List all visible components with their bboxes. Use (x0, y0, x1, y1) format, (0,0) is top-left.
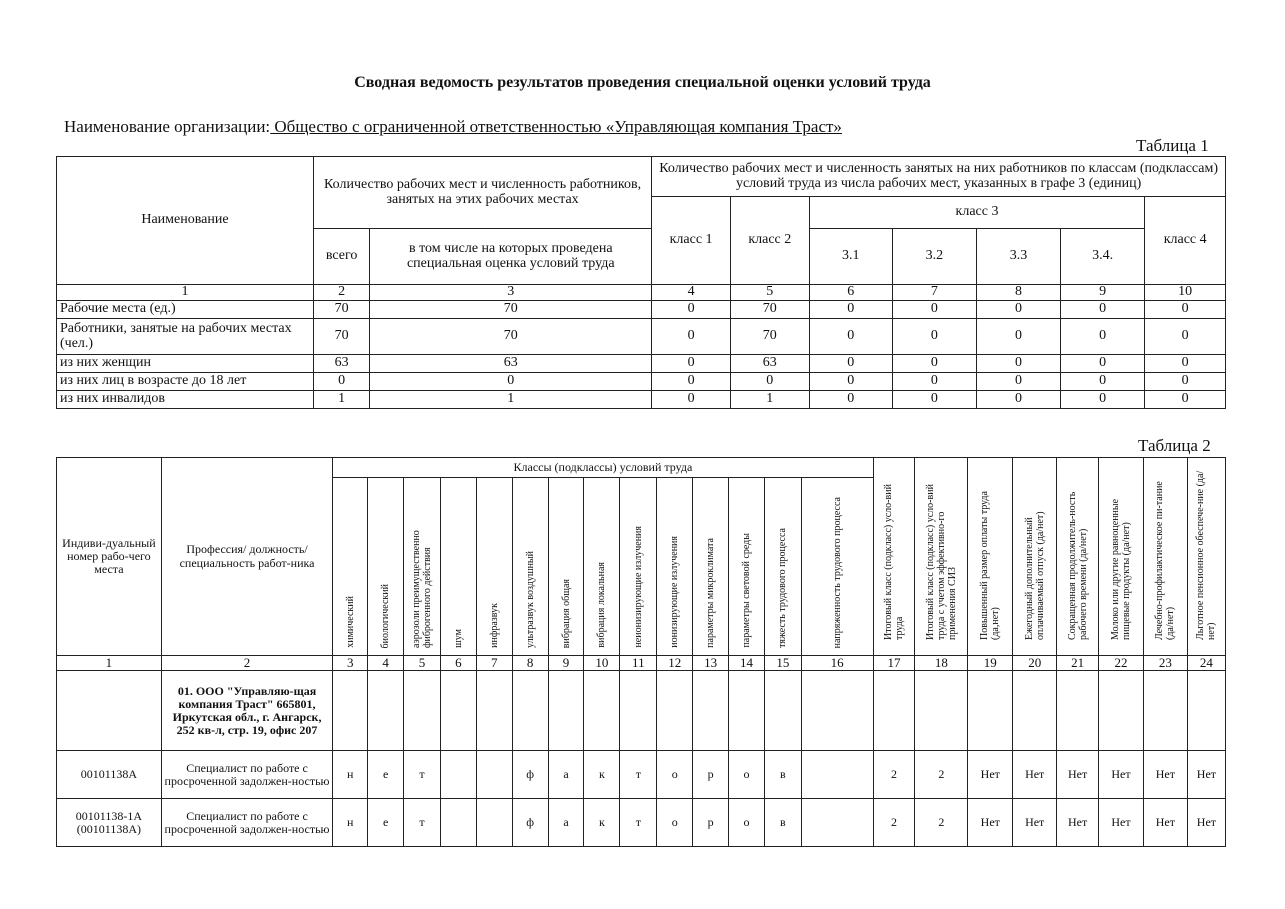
factor-cell (801, 799, 873, 847)
table-cell: 0 (652, 373, 731, 391)
factor-cell: т (620, 751, 657, 799)
table-cell: 0 (1145, 319, 1226, 355)
row-label: Работники, занятые на рабочих местах (чел.) (57, 319, 314, 355)
org-row (57, 671, 1226, 751)
factor-cell: о (729, 799, 765, 847)
t1-colnum: 3 (370, 285, 652, 301)
t2-header-extra (1057, 458, 1099, 656)
factor-cell: а (548, 799, 584, 847)
org-label: Наименование организации: (64, 117, 271, 136)
result-cell: 2 (873, 799, 915, 847)
t2-colnum: 13 (693, 656, 729, 671)
t2-header-profession: Профессия/ должность/ специальность работ-ника (161, 458, 332, 656)
table-cell: 0 (1061, 391, 1145, 409)
table-cell: 0 (809, 319, 892, 355)
table-cell (1143, 671, 1187, 751)
table-cell: 0 (652, 355, 731, 373)
t2-colnum: 2 (161, 656, 332, 671)
result-cell: 2 (915, 751, 968, 799)
table-cell: 0 (652, 391, 731, 409)
table-cell: 1 (313, 391, 369, 409)
table-cell: 0 (976, 355, 1060, 373)
t2-header-factor (584, 478, 620, 656)
t2-colnum: 9 (548, 656, 584, 671)
result-cell: Нет (1057, 799, 1099, 847)
t2-header-extra (1187, 458, 1225, 656)
t1-colnum: 5 (730, 285, 809, 301)
t1-colnum: 4 (652, 285, 731, 301)
factor-cell (476, 751, 512, 799)
table-cell: 1 (730, 391, 809, 409)
workplace-id: 00101138-1А (00101138А) (57, 799, 162, 847)
t2-header-factor-label: аэрозоли преимущественно фиброгенного действия (411, 530, 434, 648)
factor-cell (801, 751, 873, 799)
t2-header-factor (404, 478, 441, 656)
table2-label: Таблица 2 (1138, 436, 1211, 455)
t2-colnum: 17 (873, 656, 915, 671)
table-cell: 0 (809, 373, 892, 391)
t2-header-factor-label: параметры микроклимата (705, 538, 717, 648)
t1-colnum: 2 (313, 285, 369, 301)
t2-colnum: 14 (729, 656, 765, 671)
table-cell: 70 (370, 301, 652, 319)
table-cell: 0 (892, 373, 976, 391)
t1-header-31: 3.1 (809, 229, 892, 285)
t2-header-extra (1013, 458, 1057, 656)
factor-cell: т (404, 751, 441, 799)
t2-header-extra-label: Сокращенная продолжитель-ность рабочего времени (да/нет) (1066, 491, 1089, 640)
t2-header-factor (801, 478, 873, 656)
table-cell: 0 (892, 301, 976, 319)
t2-header-extra (968, 458, 1013, 656)
table-row (57, 751, 1226, 799)
table-cell: 0 (1145, 391, 1226, 409)
table-cell: 70 (730, 319, 809, 355)
table-row (57, 391, 1226, 409)
table-cell (1099, 671, 1144, 751)
org-cell: 01. ООО "Управляю-щая компания Траст" 665801, Иркутская обл., г. Ангарск, 252 кв-л, стр. 19, офис 207 (161, 671, 332, 751)
t2-header-factor-label: инфразвук (488, 603, 500, 648)
table-cell (873, 671, 915, 751)
t2-header-extra (915, 458, 968, 656)
org-value: Общество с ограниченной ответственностью «Управляющая компания Траст» (270, 117, 842, 136)
result-cell: Нет (968, 751, 1013, 799)
table-cell (801, 671, 873, 751)
factor-cell: ф (512, 799, 548, 847)
result-cell: Нет (1187, 799, 1225, 847)
t2-header-factor-label: вибрация общая (560, 578, 572, 648)
table-cell (1013, 671, 1057, 751)
table-cell (584, 671, 620, 751)
t1-header-32: 3.2 (892, 229, 976, 285)
factor-cell: р (693, 799, 729, 847)
t2-colnum: 21 (1057, 656, 1099, 671)
t1-header-total: всего (313, 229, 369, 285)
table-cell: 0 (1061, 319, 1145, 355)
workplace-table (56, 457, 1226, 847)
t2-header-id: Индиви-дуальный номер рабо-чего места (57, 458, 162, 656)
table-row (57, 355, 1226, 373)
table-cell (548, 671, 584, 751)
t2-header-factor (548, 478, 584, 656)
table-cell (1057, 671, 1099, 751)
table-cell: 0 (892, 355, 976, 373)
t2-header-factor (476, 478, 512, 656)
table-cell (764, 671, 801, 751)
table-cell (476, 671, 512, 751)
factor-cell: ф (512, 751, 548, 799)
factor-cell: к (584, 799, 620, 847)
t2-header-extra (1143, 458, 1187, 656)
table-cell: 0 (1145, 373, 1226, 391)
row-label: Рабочие места (ед.) (57, 301, 314, 319)
t2-colnum: 7 (476, 656, 512, 671)
row-label: из них инвалидов (57, 391, 314, 409)
t2-colnum: 15 (764, 656, 801, 671)
t2-header-factor-label: тяжесть трудового процесса (777, 528, 789, 648)
table-cell: 63 (730, 355, 809, 373)
organization-line (64, 117, 842, 137)
table-cell (729, 671, 765, 751)
table-cell (915, 671, 968, 751)
t2-header-factor-label: химический (344, 596, 356, 648)
table-cell: 0 (976, 391, 1060, 409)
t2-colnum: 8 (512, 656, 548, 671)
t2-header-factor (512, 478, 548, 656)
table-cell: 0 (730, 373, 809, 391)
t2-colnum: 11 (620, 656, 657, 671)
table-cell: 0 (1145, 355, 1226, 373)
result-cell: Нет (1099, 751, 1144, 799)
table-cell: 70 (370, 319, 652, 355)
table-cell: 0 (652, 301, 731, 319)
t2-header-factor (620, 478, 657, 656)
table-cell: 0 (809, 301, 892, 319)
t1-colnum: 9 (1061, 285, 1145, 301)
table-cell: 70 (730, 301, 809, 319)
t2-header-factor-label: вибрация локальная (596, 562, 608, 648)
factor-cell: е (368, 751, 404, 799)
t2-colnum: 6 (440, 656, 476, 671)
t2-colnum: 12 (657, 656, 693, 671)
table-cell: 0 (370, 373, 652, 391)
t2-header-factor-label: биологический (380, 583, 392, 648)
table-cell (404, 671, 441, 751)
table-cell: 0 (976, 373, 1060, 391)
t1-header-name: Наименование (57, 157, 314, 285)
table-cell: 0 (313, 373, 369, 391)
t1-header-class3: класс 3 (809, 197, 1145, 229)
t1-colnum: 10 (1145, 285, 1226, 301)
result-cell: Нет (1057, 751, 1099, 799)
t2-header-factor (764, 478, 801, 656)
result-cell: Нет (1013, 799, 1057, 847)
t1-header-evaluated: в том числе на которых проведена специальная оценка условий труда (370, 229, 652, 285)
row-label: из них лиц в возрасте до 18 лет (57, 373, 314, 391)
t2-header-factor-label: напряженность трудового процесса (831, 496, 843, 648)
t1-colnum: 1 (57, 285, 314, 301)
result-cell: Нет (1143, 799, 1187, 847)
table-cell (57, 671, 162, 751)
t2-colnum: 16 (801, 656, 873, 671)
factor-cell: о (657, 799, 693, 847)
table-cell (657, 671, 693, 751)
table-cell: 0 (976, 319, 1060, 355)
t2-header-extra-label: Лечебно-профилактическое пи-тание (да/нет) (1154, 481, 1177, 640)
t2-header-factor-label: шум (452, 629, 464, 648)
result-cell: Нет (968, 799, 1013, 847)
table-cell (693, 671, 729, 751)
t2-colnum: 23 (1143, 656, 1187, 671)
result-cell: 2 (915, 799, 968, 847)
t2-colnum: 19 (968, 656, 1013, 671)
factor-cell: н (333, 799, 368, 847)
t2-header-factor-label: ультразвук воздушный (524, 551, 536, 648)
result-cell: Нет (1099, 799, 1144, 847)
t2-header-factor (368, 478, 404, 656)
workplace-id: 00101138А (57, 751, 162, 799)
table-cell: 0 (892, 391, 976, 409)
table-cell: 0 (1061, 355, 1145, 373)
row-label: из них женщин (57, 355, 314, 373)
factor-cell (440, 799, 476, 847)
table-cell: 0 (976, 301, 1060, 319)
table-cell (968, 671, 1013, 751)
summary-table (56, 156, 1226, 409)
t1-header-class2: класс 2 (730, 197, 809, 285)
t2-colnum: 1 (57, 656, 162, 671)
t2-header-extra (1099, 458, 1144, 656)
factor-cell: о (729, 751, 765, 799)
t1-header-class4: класс 4 (1145, 197, 1226, 285)
t2-header-extra-label: Итоговый класс (подкласс) усло-вий труда (882, 484, 905, 640)
factor-cell (440, 751, 476, 799)
factor-cell: р (693, 751, 729, 799)
table-cell: 0 (892, 319, 976, 355)
table-cell (1187, 671, 1225, 751)
t2-colnum: 3 (333, 656, 368, 671)
table-cell (368, 671, 404, 751)
t2-colnum: 22 (1099, 656, 1144, 671)
table-cell: 0 (1145, 301, 1226, 319)
t2-colnum: 18 (915, 656, 968, 671)
t1-colnum: 7 (892, 285, 976, 301)
t2-header-factor (693, 478, 729, 656)
table-row (57, 799, 1226, 847)
t2-header-factor-label: неионизирующие излучения (632, 526, 644, 648)
factor-cell: н (333, 751, 368, 799)
result-cell: Нет (1187, 751, 1225, 799)
factor-cell: к (584, 751, 620, 799)
t1-header-33: 3.3 (976, 229, 1060, 285)
factor-cell: т (404, 799, 441, 847)
table-cell: 0 (1061, 373, 1145, 391)
t1-header-34: 3.4. (1061, 229, 1145, 285)
t2-colnum: 20 (1013, 656, 1057, 671)
t2-header-factor (657, 478, 693, 656)
t2-header-extra-label: Итоговый класс (подкласс) усло-вий труда с учетом эффективно-го применения СИЗ (924, 484, 958, 640)
factor-cell: т (620, 799, 657, 847)
t1-colnum: 6 (809, 285, 892, 301)
t1-header-class1: класс 1 (652, 197, 731, 285)
profession: Специалист по работе с просроченной задолжен-ностью (161, 751, 332, 799)
t2-header-extra-label: Молоко или другие равноценные пищевые продукты (да/нет) (1109, 498, 1132, 640)
t2-header-classes: Классы (подклассы) условий труда (333, 458, 873, 478)
table-cell: 63 (313, 355, 369, 373)
t1-header-classes: Количество рабочих мест и численность занятых на них работников по классам (подклассам) условий труда из числа рабочих мест, указанных в графе 3 (единиц) (652, 157, 1226, 197)
table-cell: 0 (1061, 301, 1145, 319)
t2-header-factor-label: параметры световой среды (740, 533, 752, 648)
result-cell: Нет (1013, 751, 1057, 799)
t2-colnum: 5 (404, 656, 441, 671)
factor-cell: а (548, 751, 584, 799)
table-row (57, 301, 1226, 319)
factor-cell: о (657, 751, 693, 799)
table-cell: 63 (370, 355, 652, 373)
t2-colnum: 10 (584, 656, 620, 671)
table-cell (333, 671, 368, 751)
table-cell: 0 (809, 355, 892, 373)
t2-colnum: 4 (368, 656, 404, 671)
t2-header-factor (333, 478, 368, 656)
table1-label: Таблица 1 (1136, 136, 1209, 155)
factor-cell: в (764, 751, 801, 799)
table-cell (620, 671, 657, 751)
result-cell: Нет (1143, 751, 1187, 799)
page-title: Сводная ведомость результатов проведения специальной оценки условий труда (354, 74, 931, 91)
t2-header-extra-label: Льготное пенсионное обеспече-ние (да/нет) (1195, 470, 1218, 640)
table-row (57, 373, 1226, 391)
result-cell: 2 (873, 751, 915, 799)
table-cell (440, 671, 476, 751)
t2-header-factor (729, 478, 765, 656)
t2-header-factor-label: ионизирующие излучения (669, 536, 681, 648)
t2-header-extra (873, 458, 915, 656)
table-cell: 70 (313, 319, 369, 355)
factor-cell: в (764, 799, 801, 847)
t2-header-extra-label: Повышенный размер оплаты труда (да,нет) (979, 491, 1002, 640)
table-cell: 0 (652, 319, 731, 355)
table-cell: 1 (370, 391, 652, 409)
t1-colnum: 8 (976, 285, 1060, 301)
profession: Специалист по работе с просроченной задолжен-ностью (161, 799, 332, 847)
t2-colnum: 24 (1187, 656, 1225, 671)
table-cell: 0 (809, 391, 892, 409)
factor-cell (476, 799, 512, 847)
table-cell: 70 (313, 301, 369, 319)
table-row (57, 319, 1226, 355)
t1-header-count: Количество рабочих мест и численность работников, занятых на этих рабочих местах (313, 157, 651, 229)
factor-cell: е (368, 799, 404, 847)
table-cell (512, 671, 548, 751)
t2-header-extra-label: Ежегодный дополнительный оплачиваемый отпуск (да/нет) (1023, 511, 1046, 640)
t2-header-factor (440, 478, 476, 656)
